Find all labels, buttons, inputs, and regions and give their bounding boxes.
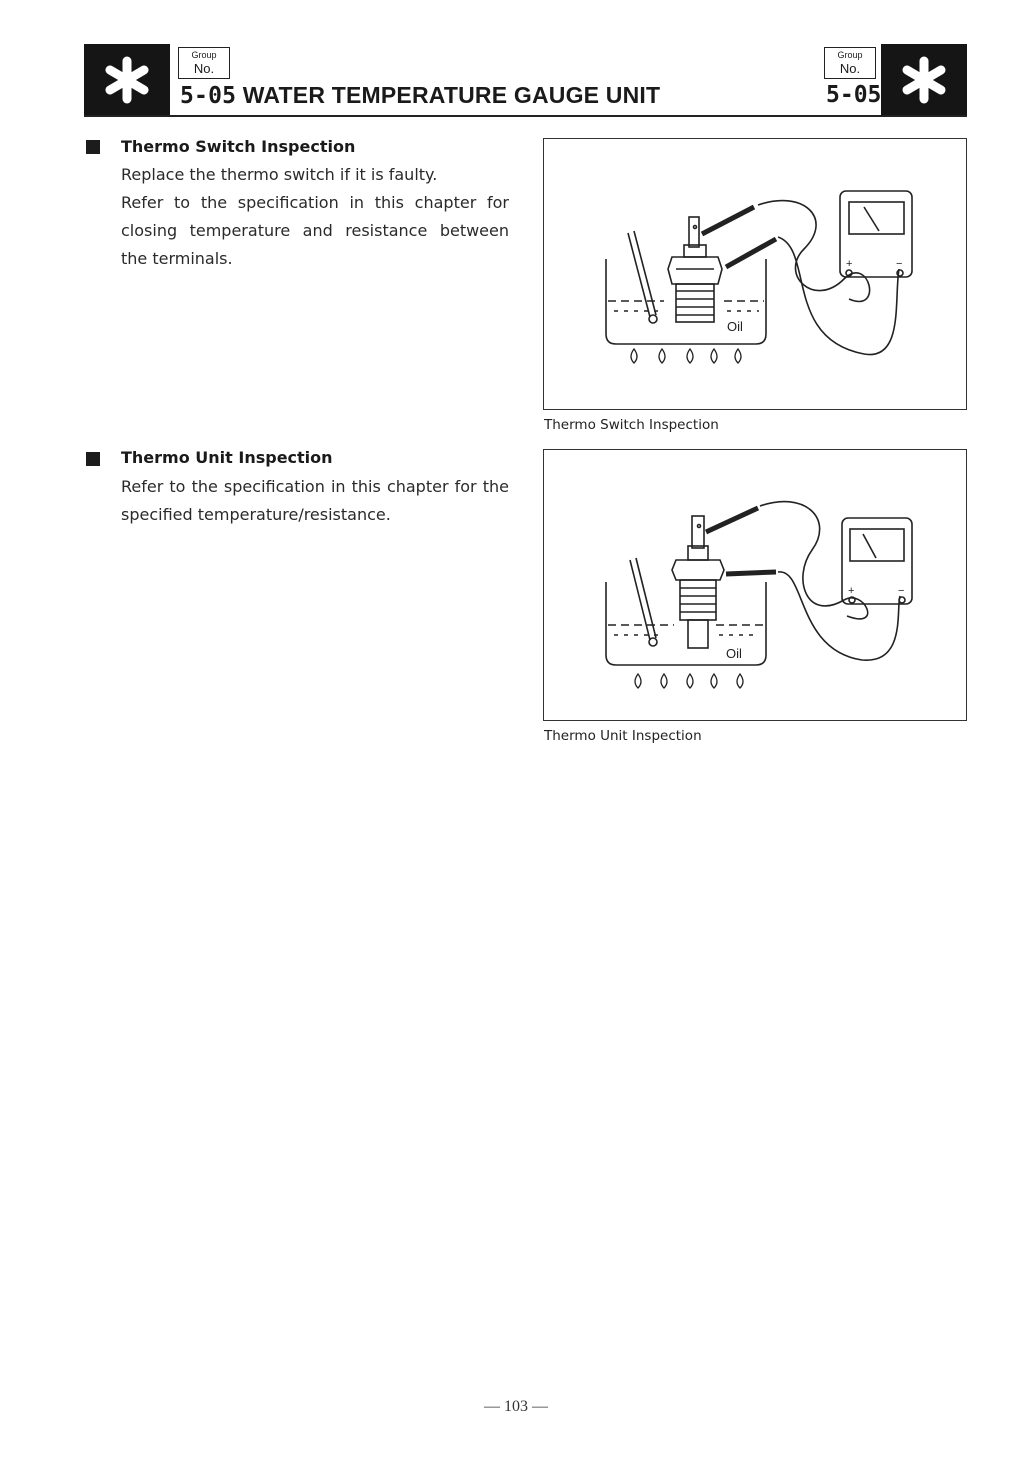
section-text xyxy=(121,473,509,529)
section-bullet xyxy=(86,140,100,154)
figure-thermo-unit xyxy=(543,449,967,721)
group-number-box-left xyxy=(178,47,230,79)
figure-caption: Thermo Switch Inspection xyxy=(544,417,719,433)
meter-minus: − xyxy=(898,585,905,597)
meter-plus: + xyxy=(846,258,853,270)
section-heading: Thermo Switch Inspection xyxy=(121,137,356,156)
paragraph: Refer to the specification in this chapter for the specified temperature/resistance. xyxy=(121,477,509,524)
header-rule xyxy=(84,115,967,117)
asterisk-icon xyxy=(102,55,152,105)
meter-plus: + xyxy=(848,585,855,597)
oil-label: Oil xyxy=(726,646,742,661)
paragraph: Replace the thermo switch if it is faulty. xyxy=(121,165,438,184)
section-number-right: 5-05 xyxy=(826,82,882,108)
thermo-switch-diagram xyxy=(544,139,966,409)
group-number-box-right xyxy=(824,47,876,79)
header-right-block xyxy=(881,44,967,115)
no-label: No. xyxy=(193,61,215,76)
meter-minus: − xyxy=(896,258,903,270)
page-title xyxy=(180,82,660,109)
thermo-unit-diagram xyxy=(544,450,966,720)
figure-caption: Thermo Unit Inspection xyxy=(544,728,702,744)
section-number: 5-05 xyxy=(180,83,237,109)
group-label-right: Group xyxy=(837,50,863,60)
section-text xyxy=(121,161,509,273)
section-bullet xyxy=(86,452,100,466)
paragraph: Refer to the specification in this chapter for closing temperature and resistance between the terminals. xyxy=(121,193,509,268)
header-left-block xyxy=(84,44,170,115)
page-number: — 103 — xyxy=(484,1398,548,1415)
section-title: WATER TEMPERATURE GAUGE UNIT xyxy=(242,82,661,108)
asterisk-icon xyxy=(899,55,949,105)
no-label-right: No. xyxy=(839,61,861,76)
group-label: Group xyxy=(191,50,217,60)
section-heading: Thermo Unit Inspection xyxy=(121,448,333,467)
figure-thermo-switch xyxy=(543,138,967,410)
oil-label: Oil xyxy=(727,319,743,334)
